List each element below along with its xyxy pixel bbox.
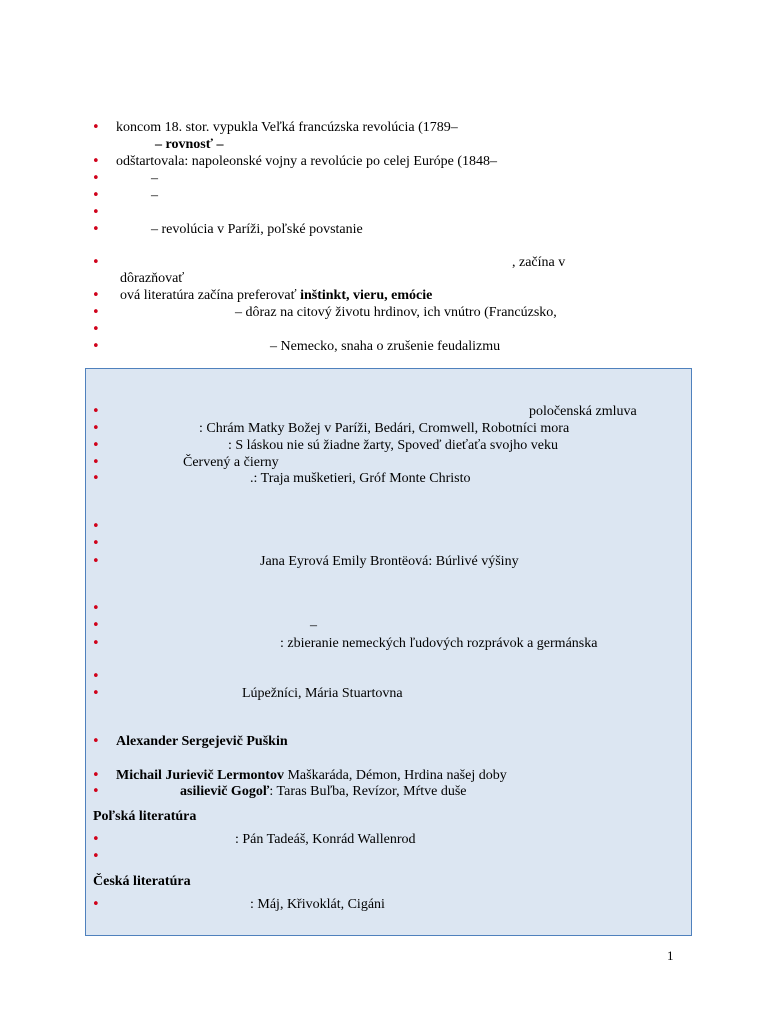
text-line — [180, 783, 467, 800]
bullet: • — [92, 255, 100, 270]
text-line: – — [151, 188, 158, 203]
bullet: • — [92, 288, 100, 303]
text-segment: Maškaráda, Démon, Hrdina našej doby — [287, 768, 507, 783]
bullet: • — [92, 849, 100, 864]
bullet: • — [92, 519, 100, 534]
text-line: – Nemecko, snaha o zrušenie feudalizmu — [270, 339, 501, 354]
author-name: Michail Jurievič Lermontov — [116, 768, 284, 783]
bullet: • — [92, 832, 100, 847]
text-line: – revolúcia v Paríži, poľské povstanie — [151, 222, 363, 237]
text-line: : S láskou nie sú žiadne žarty, Spoveď dieťaťa svojho veku — [228, 438, 558, 453]
bullet: • — [92, 188, 100, 203]
author-name: asilievič Gogoľ — [180, 784, 270, 799]
text-line: odštartovala: napoleonské vojny a revolúcie po celej Európe (1848– — [116, 154, 497, 169]
bullet: • — [92, 404, 100, 419]
text-line: : Chrám Matky Božej v Paríži, Bedári, Cromwell, Robotníci mora — [199, 421, 570, 436]
text-line: poločenská zmluva — [529, 404, 637, 419]
bullet: • — [92, 154, 100, 169]
author-name: Alexander Sergejevič Puškin — [116, 734, 288, 749]
text-line: koncom 18. stor. vypukla Veľká francúzska revolúcia (1789– — [116, 120, 458, 135]
bullet: • — [92, 455, 100, 470]
bullet: • — [92, 734, 100, 749]
text-line: dôrazňovať — [120, 271, 185, 286]
text-line: Jana Eyrová Emily Brontëová: Búrlivé výšiny — [260, 554, 519, 569]
bullet: • — [92, 471, 100, 486]
text-line: – — [151, 171, 158, 186]
text-line: – — [310, 618, 317, 633]
bullet: • — [92, 339, 100, 354]
bullet: • — [92, 305, 100, 320]
bullet: • — [92, 222, 100, 237]
bullet: • — [92, 618, 100, 633]
bullet: • — [92, 669, 100, 684]
bullet: • — [92, 784, 100, 799]
text-line: Červený a čierny — [183, 455, 279, 470]
bullet: • — [92, 536, 100, 551]
text-line: : Pán Tadeáš, Konrád Wallenrod — [235, 832, 416, 847]
page-number: 1 — [667, 948, 674, 963]
text-line: : Máj, Křivoklát, Cigáni — [250, 897, 385, 912]
text-line: .: Traja mušketieri, Gróf Monte Christo — [250, 471, 471, 486]
text-line: : zbieranie nemeckých ľudových rozprávok a germánska — [280, 636, 598, 651]
bullet: • — [92, 897, 100, 912]
text-line — [120, 287, 432, 304]
text-segment: ová literatúra začína preferovať — [120, 288, 297, 303]
text-line: – rovnosť – — [155, 137, 224, 152]
text-line: Lúpežníci, Mária Stuartovna — [242, 686, 403, 701]
bullet: • — [92, 322, 100, 337]
section-heading: Poľská literatúra — [93, 809, 197, 824]
bullet: • — [92, 554, 100, 569]
bullet: • — [92, 438, 100, 453]
bullet: • — [92, 686, 100, 701]
section-heading: Česká literatúra — [93, 874, 191, 889]
bullet: • — [92, 120, 100, 135]
text-line: – dôraz na citový životu hrdinov, ich vnútro (Francúzsko, — [235, 305, 557, 320]
bullet: • — [92, 171, 100, 186]
text-line: , začína v — [512, 255, 566, 270]
bullet: • — [92, 768, 100, 783]
text-segment: : Taras Buľba, Revízor, Mŕtve duše — [269, 784, 467, 799]
bullet: • — [92, 601, 100, 616]
bullet: • — [92, 421, 100, 436]
text-line — [116, 767, 507, 784]
bullet: • — [92, 636, 100, 651]
emphasis-text: inštinkt, vieru, emócie — [300, 288, 433, 303]
bullet: • — [92, 205, 100, 220]
